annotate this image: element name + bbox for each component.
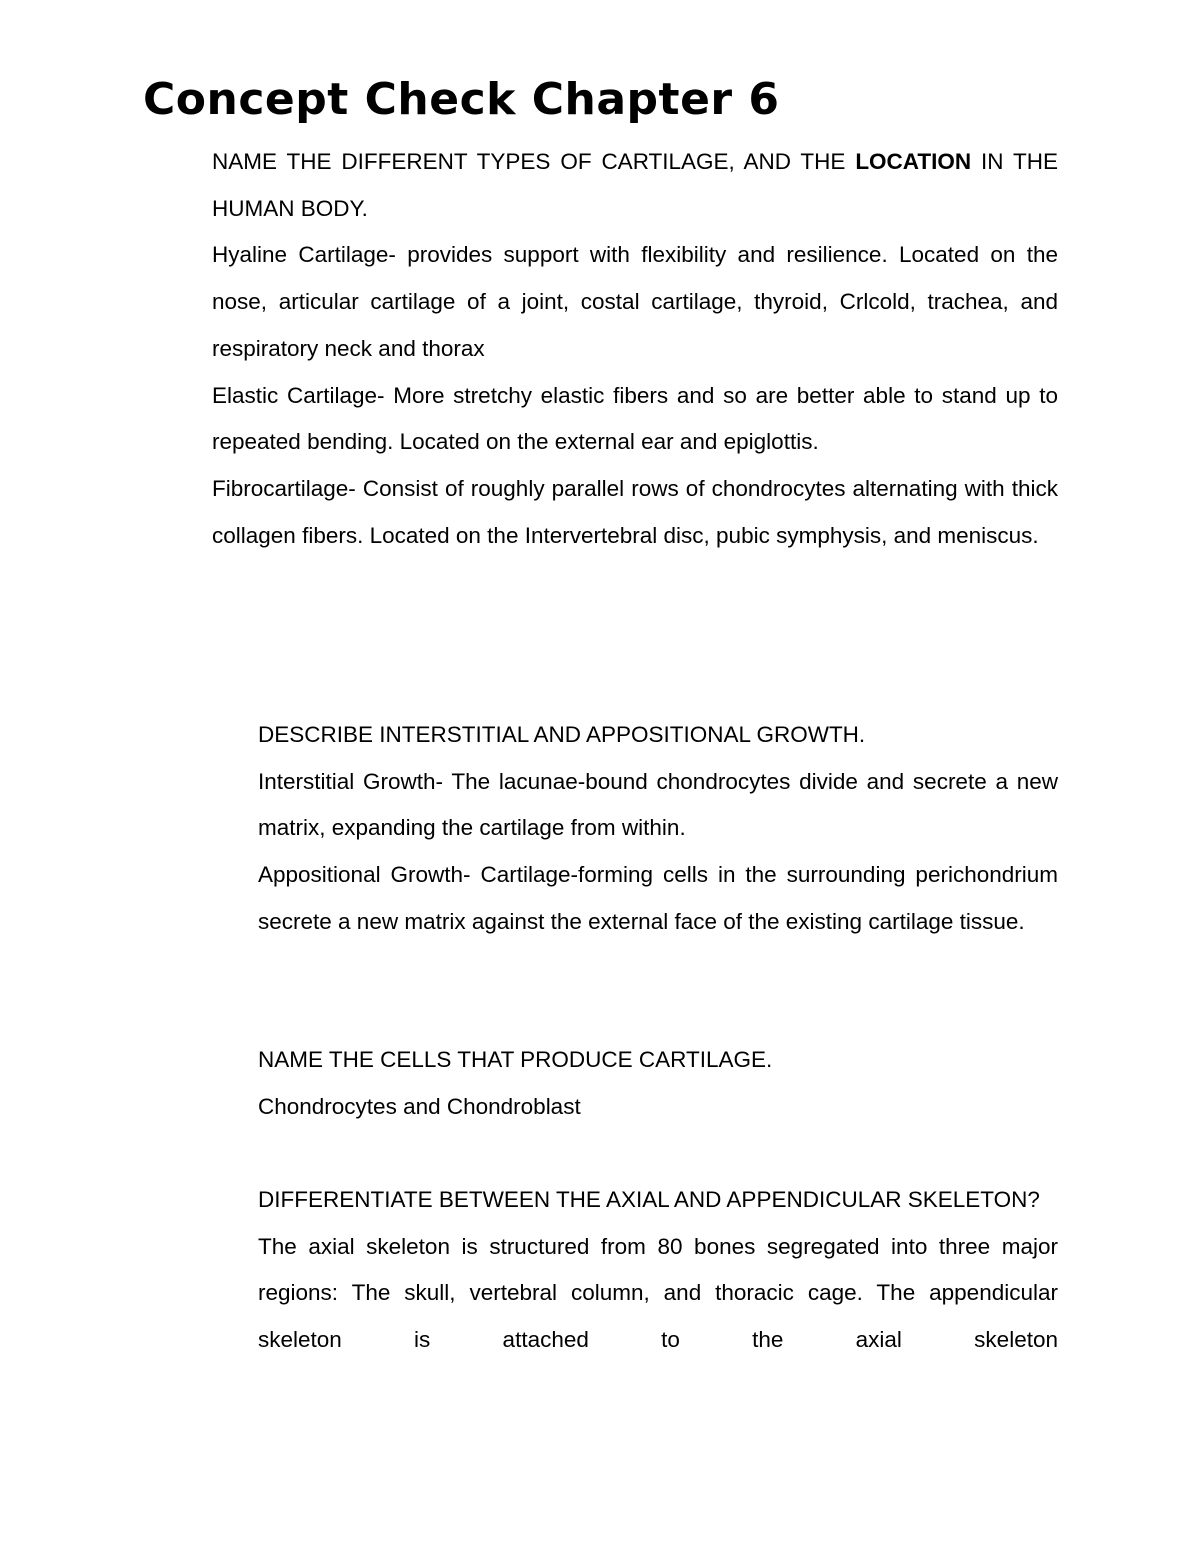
section-cartilage-cells xyxy=(258,1037,1058,1130)
question-text: NAME THE DIFFERENT TYPES OF CARTILAGE, AND THE xyxy=(212,149,856,174)
answer-paragraph-elastic: Elastic Cartilage- More stretchy elastic fibers and so are better able to stand up to repeated bending. Located on the external ear and epiglottis. xyxy=(212,382,1058,455)
question-text: IN THE HUMAN BODY. xyxy=(212,149,1058,221)
answer-paragraph-interstitial: Interstitial Growth- The lacunae-bound chondrocytes divide and secrete a new matrix, expanding the cartilage from within. xyxy=(258,768,1058,841)
answer-paragraph: The axial skeleton is structured from 80 bones segregated into three major regions: The skull, vertebral column, and thoracic cage. The appendicular skeleton is attached to the axial skeleton xyxy=(258,1233,1058,1353)
question-heading xyxy=(212,139,1058,232)
answer-paragraph-appositional: Appositional Growth- Cartilage-forming cells in the surrounding perichondrium secrete a new matrix against the external face of the existing cartilage tissue. xyxy=(258,862,1058,934)
answer-paragraph-fibrocartilage: Fibrocartilage- Consist of roughly parallel rows of chondrocytes alternating with thick collagen fibers. Located on the Intervertebral disc, pubic symphysis, and meniscus. xyxy=(212,475,1058,548)
question-heading: NAME THE CELLS THAT PRODUCE CARTILAGE. xyxy=(258,1047,773,1072)
section-growth xyxy=(258,712,1058,946)
question-emphasis: LOCATION xyxy=(855,149,972,174)
answer-paragraph: Chondrocytes and Chondroblast xyxy=(258,1093,581,1119)
question-heading: DIFFERENTIATE BETWEEN THE AXIAL AND APPENDICULAR SKELETON? xyxy=(258,1187,1040,1212)
section-skeleton xyxy=(258,1177,1058,1364)
question-heading: DESCRIBE INTERSTITIAL AND APPOSITIONAL GROWTH. xyxy=(258,722,866,747)
answer-paragraph-hyaline: Hyaline Cartilage- provides support with flexibility and resilience. Located on the nose, articular cartilage of a joint, costal cartilage, thyroid, Crlcold, trachea, and respiratory neck and thorax xyxy=(212,242,1058,361)
page-title: Concept Check Chapter 6 xyxy=(143,74,780,125)
section-cartilage-types xyxy=(212,139,1058,559)
